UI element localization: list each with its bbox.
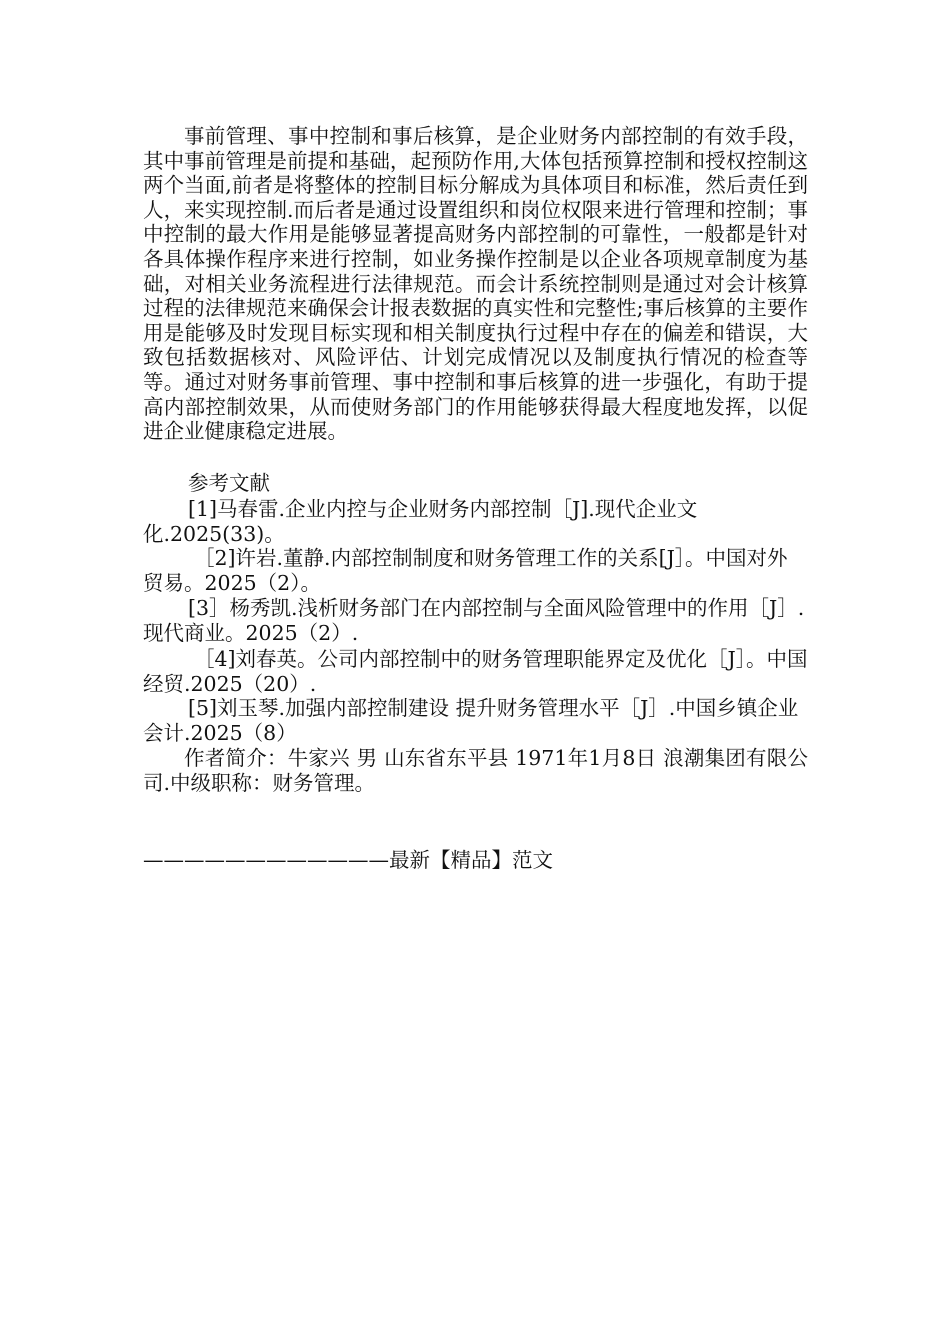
references-heading: 参考文献 — [188, 471, 270, 495]
reference-item-4: ［4]刘春英。公司内部控制中的财务管理职能界定及优化［J］。中国经贸.2025（20）. — [143, 647, 808, 696]
body-paragraph: 事前管理、事中控制和事后核算，是企业财务内部控制的有效手段，其中事前管理是前提和基础，起预防作用,大体包括预算控制和授权控制这两个当面,前者是将整体的控制目标分解成为具体项目和标准，然后责任到人，来实现控制.而后者是通过设置组织和岗位权限来进行管理和控制；事中控制的最大作用是能够显著提高财务内部控制的可靠性，一般都是针对各具体操作程序来进行控制，如业务操作控制是以企业各项规章制度为基础，对相关业务流程进行法律规范。而会计系统控制则是通过对会计核算过程的法律规范来确保会计报表数据的真实性和完整性;事后核算的主要作用是能够及时发现目标实现和相关制度执行过程中存在的偏差和错误，大致包括数据核对、风险评估、计划完成情况以及制度执行情况的检查等等。通过对财务事前管理、事中控制和事后核算的进一步强化，有助于提高内部控制效果，从而使财务部门的作用能够获得最大程度地发挥，以促进企业健康稳定进展。 — [143, 124, 808, 444]
reference-item-2: ［2]许岩.董静.内部控制制度和财务管理工作的关系[J］。中国对外贸易。2025（2）。 — [143, 546, 788, 595]
footer-text: ————————————最新【精品】范文 — [143, 848, 553, 872]
reference-item-1: [1]马春雷.企业内控与企业财务内部控制［J].现代企业文化.2025(33)。 — [143, 497, 698, 546]
reference-item-5: [5]刘玉琴.加强内部控制建设 提升财务管理水平［J］.中国乡镇企业会计.2025（8） — [143, 696, 799, 745]
reference-item-3: [3］杨秀凯.浅析财务部门在内部控制与全面风险管理中的作用［J］.现代商业。2025（2）. — [143, 596, 805, 645]
author-bio: 作者简介：牛家兴 男 山东省东平县 1971年1月8日 浪潮集团有限公司.中级职称：财务管理。 — [143, 746, 808, 795]
